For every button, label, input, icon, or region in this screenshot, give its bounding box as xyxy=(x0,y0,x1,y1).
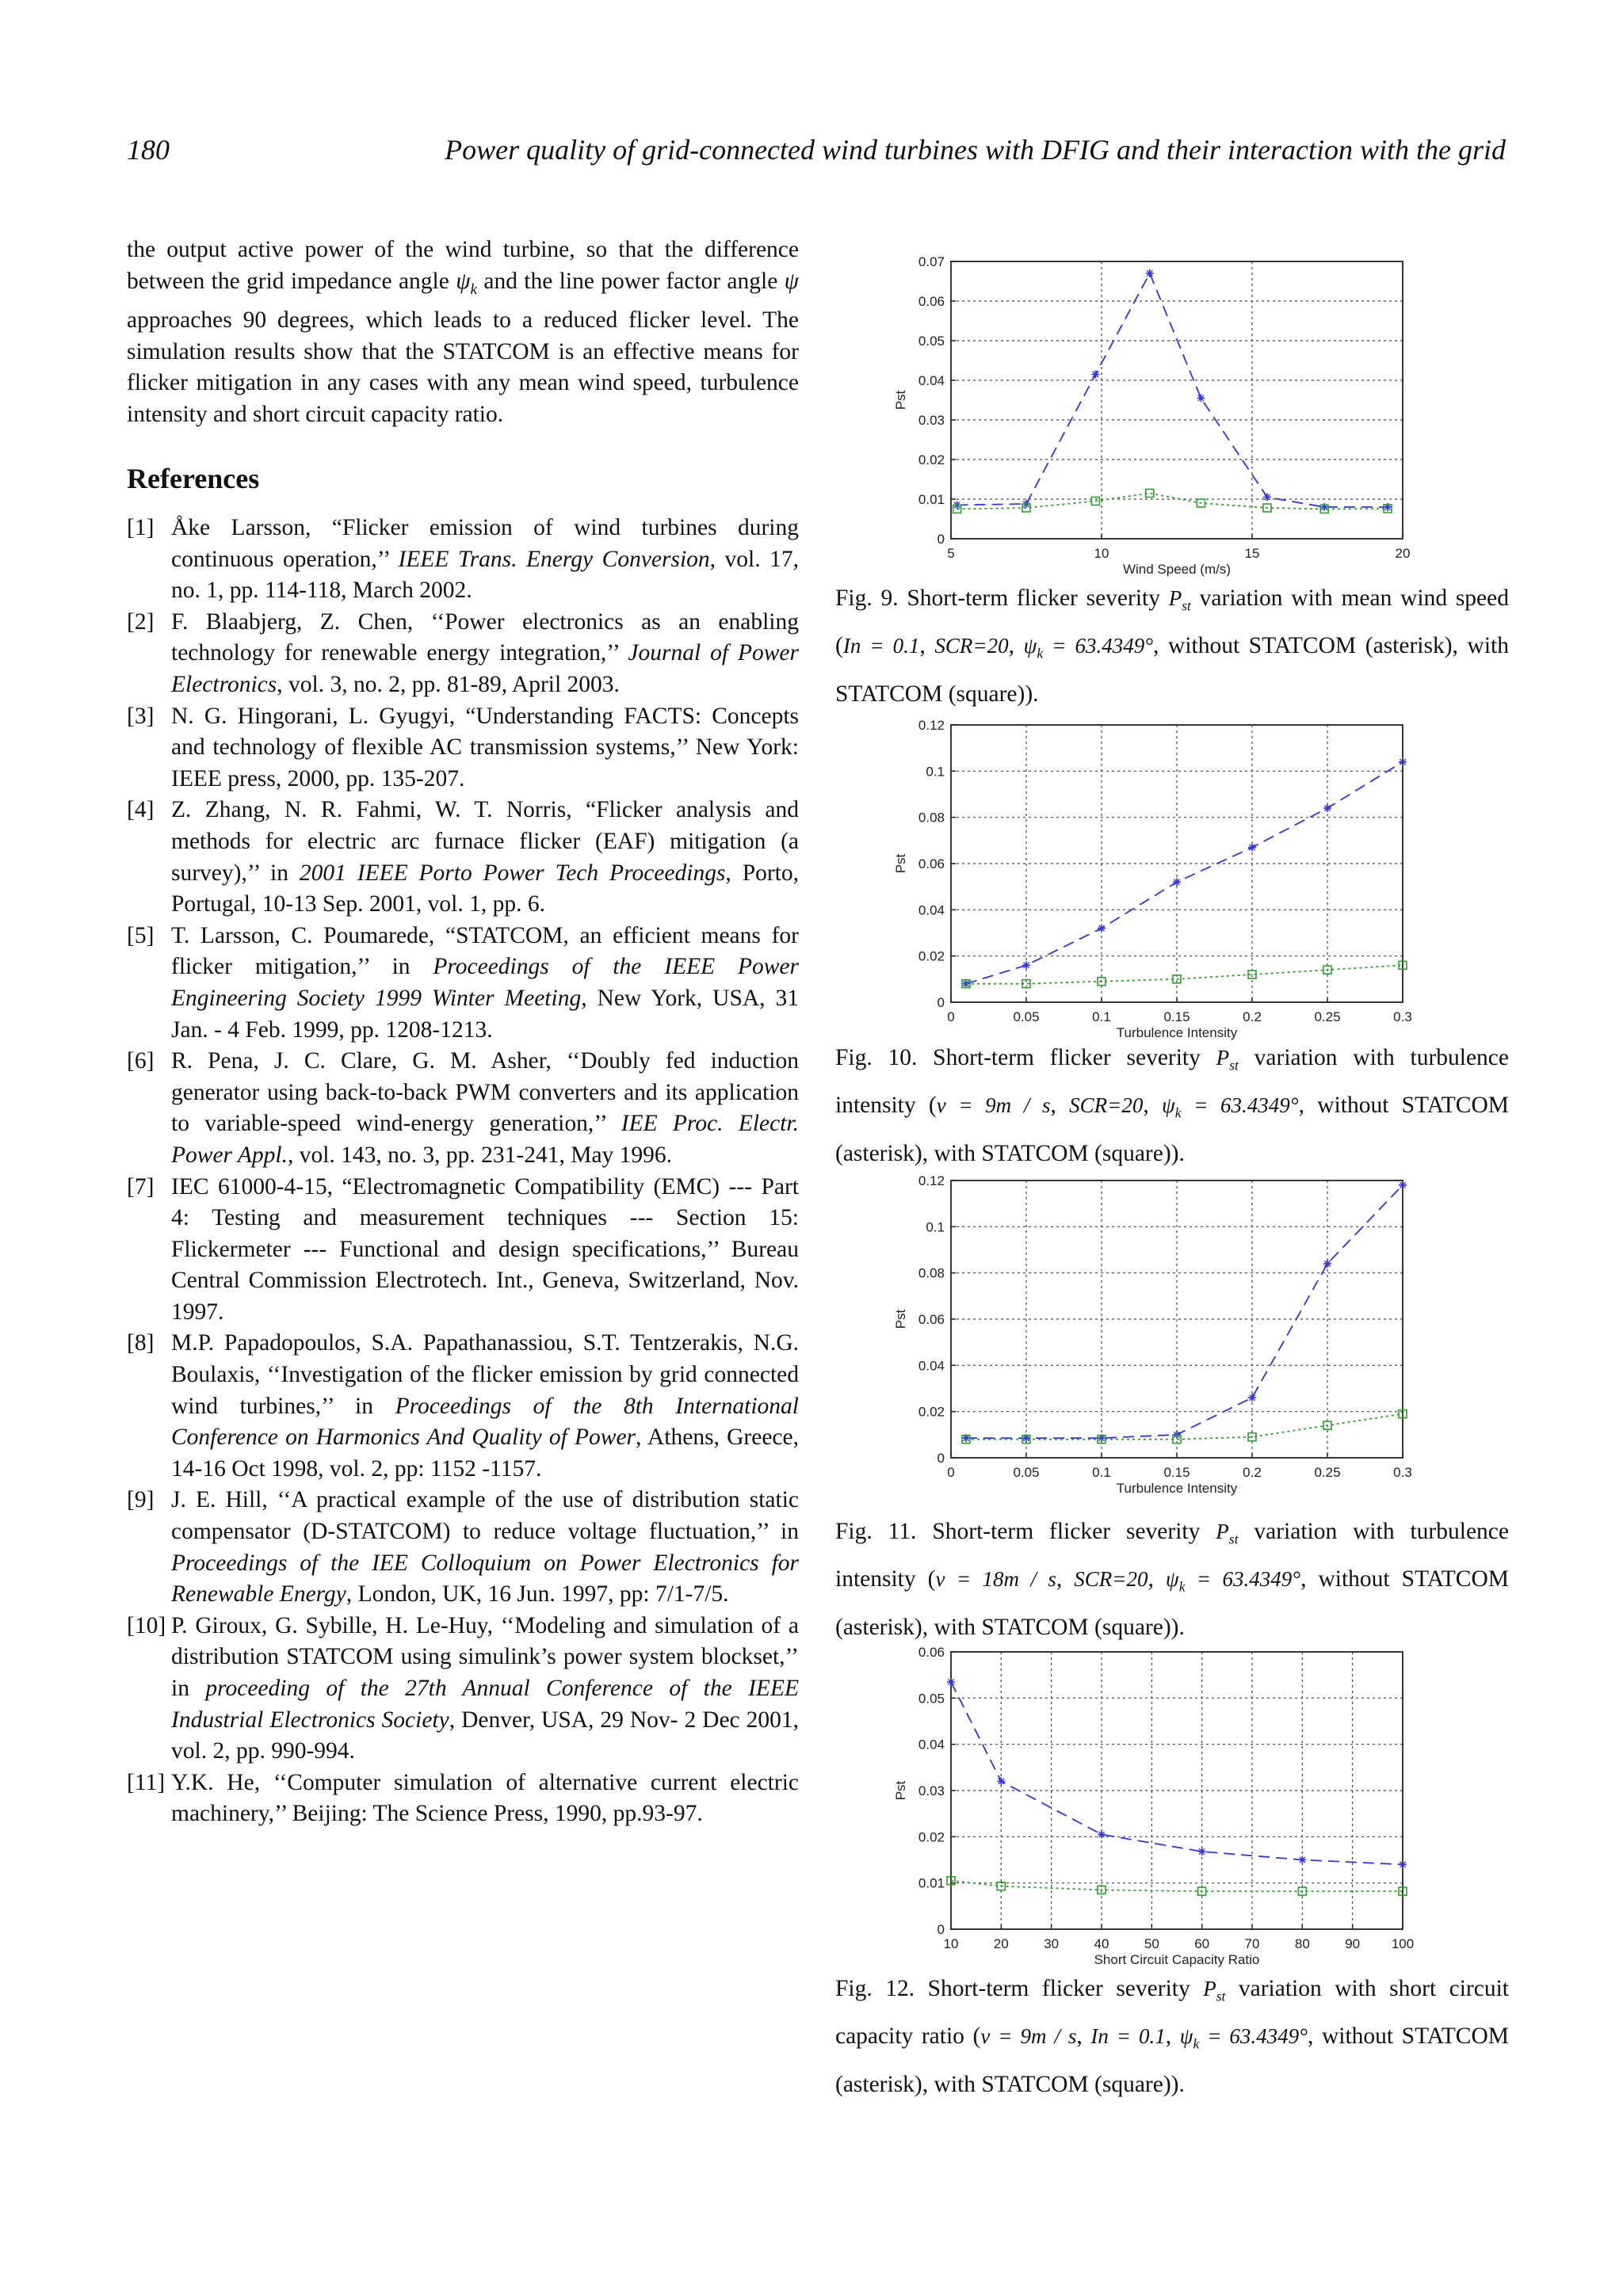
y-axis-label: Pst xyxy=(893,1309,908,1329)
reference-number: [1] xyxy=(127,515,155,541)
y-tick-label: 0.08 xyxy=(918,810,945,826)
y-tick-label: 0.04 xyxy=(918,1358,945,1374)
reference-item xyxy=(127,1328,799,1485)
reference-number: [11] xyxy=(127,1769,166,1795)
y-tick-label: 0.04 xyxy=(918,902,945,918)
y-tick-label: 0.1 xyxy=(926,1219,945,1235)
reference-number: [3] xyxy=(127,703,155,729)
x-tick-label: 0 xyxy=(947,1009,955,1024)
data-point-asterisk xyxy=(1399,1860,1407,1868)
x-axis-label: Turbulence Intensity xyxy=(1116,1025,1238,1040)
data-point-asterisk xyxy=(1399,758,1407,766)
data-point-asterisk xyxy=(1173,878,1181,886)
x-axis-label: Turbulence Intensity xyxy=(1116,1481,1238,1496)
figure-10-chart xyxy=(888,717,1442,1040)
y-tick-label: 0.1 xyxy=(926,764,945,780)
psi-symbol: ψ xyxy=(784,268,799,294)
reference-item xyxy=(127,607,799,701)
data-point-asterisk xyxy=(1323,804,1331,812)
figure-12-chart xyxy=(888,1644,1442,1967)
y-tick-label: 0 xyxy=(937,1451,945,1466)
reference-item xyxy=(127,1611,799,1768)
psi-k-symbol: $\psi_k = 63.4349^\circ$ xyxy=(1165,1567,1301,1595)
x-tick-label: 50 xyxy=(1144,1936,1159,1951)
figure-11-chart xyxy=(888,1173,1442,1496)
reference-item xyxy=(127,1768,799,1830)
reference-text: Åke Larsson, “Flicker emission of wind turbines during continuous operation,’’ IEEE Trans. Energy Conversion, vol. 17, no. 1, pp. 114-118, March 2002. xyxy=(171,515,800,604)
pst-symbol: $P_{st}$ xyxy=(1216,1046,1239,1074)
y-tick-label: 0.02 xyxy=(918,1829,945,1845)
figure-12-caption: Fig. 12. Short-term flicker severity $P_{st}$ variation with short circuit capacity ratio (v = 9m / s, In = 0.1, $\psi_k = 63.4349^\circ$, without STATCOM (asterisk), with STATCOM (square)). xyxy=(835,1976,1510,2097)
reference-item xyxy=(127,795,799,920)
x-tick-label: 0.25 xyxy=(1314,1465,1341,1480)
pst-symbol: $P_{st}$ xyxy=(1168,586,1191,614)
y-tick-label: 0 xyxy=(937,1922,945,1937)
body-paragraph xyxy=(127,235,799,430)
y-tick-label: 0.06 xyxy=(918,1312,945,1327)
reference-number: [8] xyxy=(127,1330,155,1356)
y-axis-label: Pst xyxy=(893,1780,908,1801)
data-point-asterisk xyxy=(1091,371,1099,379)
data-point-asterisk xyxy=(1399,1181,1407,1189)
y-tick-label: 0.08 xyxy=(918,1265,945,1281)
references-heading: References xyxy=(127,463,260,495)
data-point-asterisk xyxy=(947,1678,955,1686)
figure-9-chart xyxy=(888,254,1442,577)
reference-number: [9] xyxy=(127,1487,155,1513)
y-tick-label: 0.05 xyxy=(918,334,945,349)
x-tick-label: 0.2 xyxy=(1243,1009,1262,1024)
pst-symbol: $P_{st}$ xyxy=(1203,1977,1226,2004)
figure-10 xyxy=(888,717,1442,1040)
x-tick-label: 0.2 xyxy=(1243,1465,1262,1480)
x-tick-label: 5 xyxy=(947,546,955,561)
reference-text: F. Blaabjerg, Z. Chen, ‘‘Power electronics as an enabling technology for renewable energy integration,’’ Journal of Power Electronics, vol. 3, no. 2, pp. 81-89, April 2003. xyxy=(171,608,799,698)
data-point-asterisk xyxy=(1173,1431,1181,1439)
x-tick-label: 100 xyxy=(1391,1936,1415,1951)
x-tick-label: 15 xyxy=(1244,546,1260,561)
figure-11 xyxy=(888,1173,1442,1496)
reference-list xyxy=(127,513,799,1830)
running-title: Power quality of grid-connected wind turbines with DFIG and their interaction with the grid xyxy=(445,134,1506,166)
figure-12 xyxy=(888,1644,1442,1967)
y-tick-label: 0.02 xyxy=(918,452,945,467)
x-tick-label: 80 xyxy=(1294,1936,1310,1951)
reference-text: P. Giroux, G. Sybille, H. Le-Huy, ‘‘Modeling and simulation of a distribution STATCOM using simulink’s power system blockset,’’ in proceeding of the 27th Annual Conference of the IEEE Industrial Electronics Society, Denver, USA, 29 Nov- 2 Dec 2001, vol. 2, pp. 990-994. xyxy=(171,1612,799,1764)
figure-9-caption: Fig. 9. Short-term flicker severity $P_{st}$ variation with mean wind speed (In = 0.1, SCR=20, $\psi_k = 63.4349^\circ$, without STATCOM (asterisk), with STATCOM (square)). xyxy=(835,585,1510,707)
x-tick-label: 60 xyxy=(1194,1936,1210,1951)
paragraph-text: approaches 90 degrees, which leads to a reduced flicker level. The simulation results show that the STATCOM is an effective means for flicker mitigation in any cases with any mean wind speed, turbulence intensity and short circuit capacity ratio. xyxy=(127,307,799,427)
reference-text: Z. Zhang, N. R. Fahmi, W. T. Norris, “Flicker analysis and methods for electric arc furnace flicker (EAF) mitigation (a survey),’’ in 2001 IEEE Porto Power Tech Proceedings, Porto, Portugal, 10-13 Sep. 2001, vol. 1, pp. 6. xyxy=(171,797,799,917)
data-point-asterisk xyxy=(1298,1856,1306,1864)
data-point-asterisk xyxy=(1098,1830,1106,1838)
data-point-asterisk xyxy=(1022,961,1030,969)
x-axis-label: Wind Speed (m/s) xyxy=(1122,562,1232,577)
x-tick-label: 10 xyxy=(1094,546,1109,561)
y-tick-label: 0.02 xyxy=(918,948,945,964)
psi-k-symbol: $\psi_k = 63.4349^\circ$ xyxy=(1179,2024,1308,2052)
x-tick-label: 0.1 xyxy=(1092,1009,1111,1024)
reference-item xyxy=(127,1172,799,1329)
y-tick-label: 0.01 xyxy=(918,1875,945,1891)
y-tick-label: 0.06 xyxy=(918,294,945,309)
reference-item xyxy=(127,1485,799,1610)
figure-11-caption: Fig. 11. Short-term flicker severity $P_{st}$ variation with turbulence intensity (v = 18m / s, SCR=20, $\psi_k = 63.4349^\circ$, without STATCOM (asterisk), with STATCOM (square)). xyxy=(835,1519,1509,1640)
x-tick-label: 0.3 xyxy=(1393,1009,1412,1024)
reference-number: [5] xyxy=(127,922,155,948)
y-tick-label: 0.12 xyxy=(918,718,945,733)
y-tick-label: 0.06 xyxy=(918,856,945,871)
y-tick-label: 0.01 xyxy=(918,492,945,507)
y-tick-label: 0.03 xyxy=(918,1783,945,1798)
x-axis-label: Short Circuit Capacity Ratio xyxy=(1094,1952,1260,1967)
data-point-asterisk xyxy=(1248,1394,1256,1402)
reference-text: J. E. Hill, ‘‘A practical example of the use of distribution static compensator (D-STATCOM) to reduce voltage fluctuation,’’ in Proceedings of the IEE Colloquium on Power Electronics for Renewable Energy, London, UK, 16 Jun. 1997, pp: 7/1-7/5. xyxy=(171,1487,799,1608)
data-point-asterisk xyxy=(1146,269,1154,277)
left-column xyxy=(127,235,799,1830)
reference-number: [6] xyxy=(127,1048,155,1074)
data-point-asterisk xyxy=(1263,494,1271,502)
data-point-asterisk xyxy=(997,1777,1005,1785)
data-point-asterisk xyxy=(1198,1848,1206,1855)
y-tick-label: 0.04 xyxy=(918,373,945,388)
psi-k-symbol: $\psi_k = 63.4349^\circ$ xyxy=(1023,634,1153,662)
pst-symbol: $P_{st}$ xyxy=(1216,1520,1239,1547)
page-number: 180 xyxy=(127,134,170,166)
data-point-asterisk xyxy=(1197,395,1205,402)
psi-k-symbol: $\psi_k = 63.4349^\circ$ xyxy=(1162,1093,1299,1121)
reference-number: [7] xyxy=(127,1173,155,1199)
reference-number: [4] xyxy=(127,797,155,823)
x-tick-label: 90 xyxy=(1345,1936,1361,1951)
reference-number: [2] xyxy=(127,608,155,635)
reference-text: T. Larsson, C. Poumarede, “STATCOM, an efficient means for flicker mitigation,’’ in Proceedings of the IEEE Power Engineering Society 1999 Winter Meeting, New York, USA, 31 Jan. - 4 Feb. 1999, pp. 1208-1213. xyxy=(171,922,799,1043)
x-tick-label: 0.15 xyxy=(1163,1465,1190,1480)
y-tick-label: 0.05 xyxy=(918,1691,945,1707)
data-point-asterisk xyxy=(1320,503,1328,511)
reference-item xyxy=(127,1046,799,1171)
reference-text: R. Pena, J. C. Clare, G. M. Asher, ‘‘Doubly fed induction generator using back-to-back PWM converters and its application to variable-speed wind-energy generation,’’ IEE Proc. Electr. Power Appl., vol. 143, no. 3, pp. 231-241, May 1996. xyxy=(171,1048,800,1168)
x-tick-label: 0.1 xyxy=(1092,1465,1111,1480)
reference-text: M.P. Papadopoulos, S.A. Papathanassiou, S.T. Tentzerakis, N.G. Boulaxis, ‘‘Investigation of the flicker emission by grid connected wind turbines,’’ in Proceedings of the 8th International Conference on Harmonics And Quality of Power, Athens, Greece, 14-16 Oct 1998, vol. 2, pp: 1152 -1157. xyxy=(171,1330,799,1482)
paragraph-text: and the line power factor angle xyxy=(477,268,785,294)
x-tick-label: 70 xyxy=(1244,1936,1260,1951)
paragraph-text: the output active power of the wind turbine, so that the difference between the grid impedance angle xyxy=(127,237,799,294)
y-tick-label: 0.04 xyxy=(918,1737,945,1753)
reference-text: Y.K. He, ‘‘Computer simulation of alternative current electric machinery,’’ Beijing: The Science Press, 1990, pp.93-97. xyxy=(171,1769,799,1827)
y-tick-label: 0 xyxy=(937,995,945,1010)
y-axis-label: Pst xyxy=(893,853,908,874)
reference-number: [10] xyxy=(127,1612,166,1638)
x-tick-label: 30 xyxy=(1044,1936,1060,1951)
x-tick-label: 10 xyxy=(943,1936,959,1951)
y-tick-label: 0.07 xyxy=(918,254,945,269)
x-tick-label: 0 xyxy=(947,1465,955,1480)
y-tick-label: 0.03 xyxy=(918,413,945,428)
reference-item xyxy=(127,513,799,607)
y-axis-label: Pst xyxy=(893,390,908,410)
x-tick-label: 0.05 xyxy=(1013,1465,1040,1480)
y-tick-label: 0 xyxy=(937,532,945,547)
plot-area xyxy=(951,261,1403,539)
figure-10-caption: Fig. 10. Short-term flicker severity $P_{st}$ variation with turbulence intensity (v = 9m / s, SCR=20, $\psi_k = 63.4349^\circ$, without STATCOM (asterisk), with STATCOM (square)). xyxy=(835,1045,1509,1166)
data-point-asterisk xyxy=(1248,844,1256,852)
x-tick-label: 0.15 xyxy=(1163,1009,1190,1024)
x-tick-label: 0.3 xyxy=(1393,1465,1412,1480)
x-tick-label: 0.25 xyxy=(1314,1009,1341,1024)
reference-item xyxy=(127,921,799,1046)
data-point-asterisk xyxy=(1098,925,1106,933)
psi-k-symbol: $\psi_k$ xyxy=(456,268,478,298)
x-tick-label: 40 xyxy=(1094,1936,1109,1951)
x-tick-label: 20 xyxy=(993,1936,1009,1951)
x-tick-label: 20 xyxy=(1395,546,1411,561)
y-tick-label: 0.02 xyxy=(918,1404,945,1420)
reference-text: N. G. Hingorani, L. Gyugyi, “Understanding FACTS: Concepts and technology of flexible AC transmission systems,’’ New York: IEEE press, 2000, pp. 135-207. xyxy=(171,703,799,791)
y-tick-label: 0.12 xyxy=(918,1173,945,1188)
figure-9 xyxy=(888,254,1442,577)
reference-item xyxy=(127,701,799,795)
reference-text: IEC 61000-4-15, “Electromagnetic Compatibility (EMC) --- Part 4: Testing and measurement techniques --- Section 15: Flickermeter --- Functional and design specifications,’’ Bureau Central Commission Electrotech. Int., Geneva, Switzerland, Nov. 1997. xyxy=(171,1173,799,1325)
data-point-asterisk xyxy=(1323,1260,1331,1268)
y-tick-label: 0.06 xyxy=(918,1645,945,1660)
x-tick-label: 0.05 xyxy=(1013,1009,1040,1024)
